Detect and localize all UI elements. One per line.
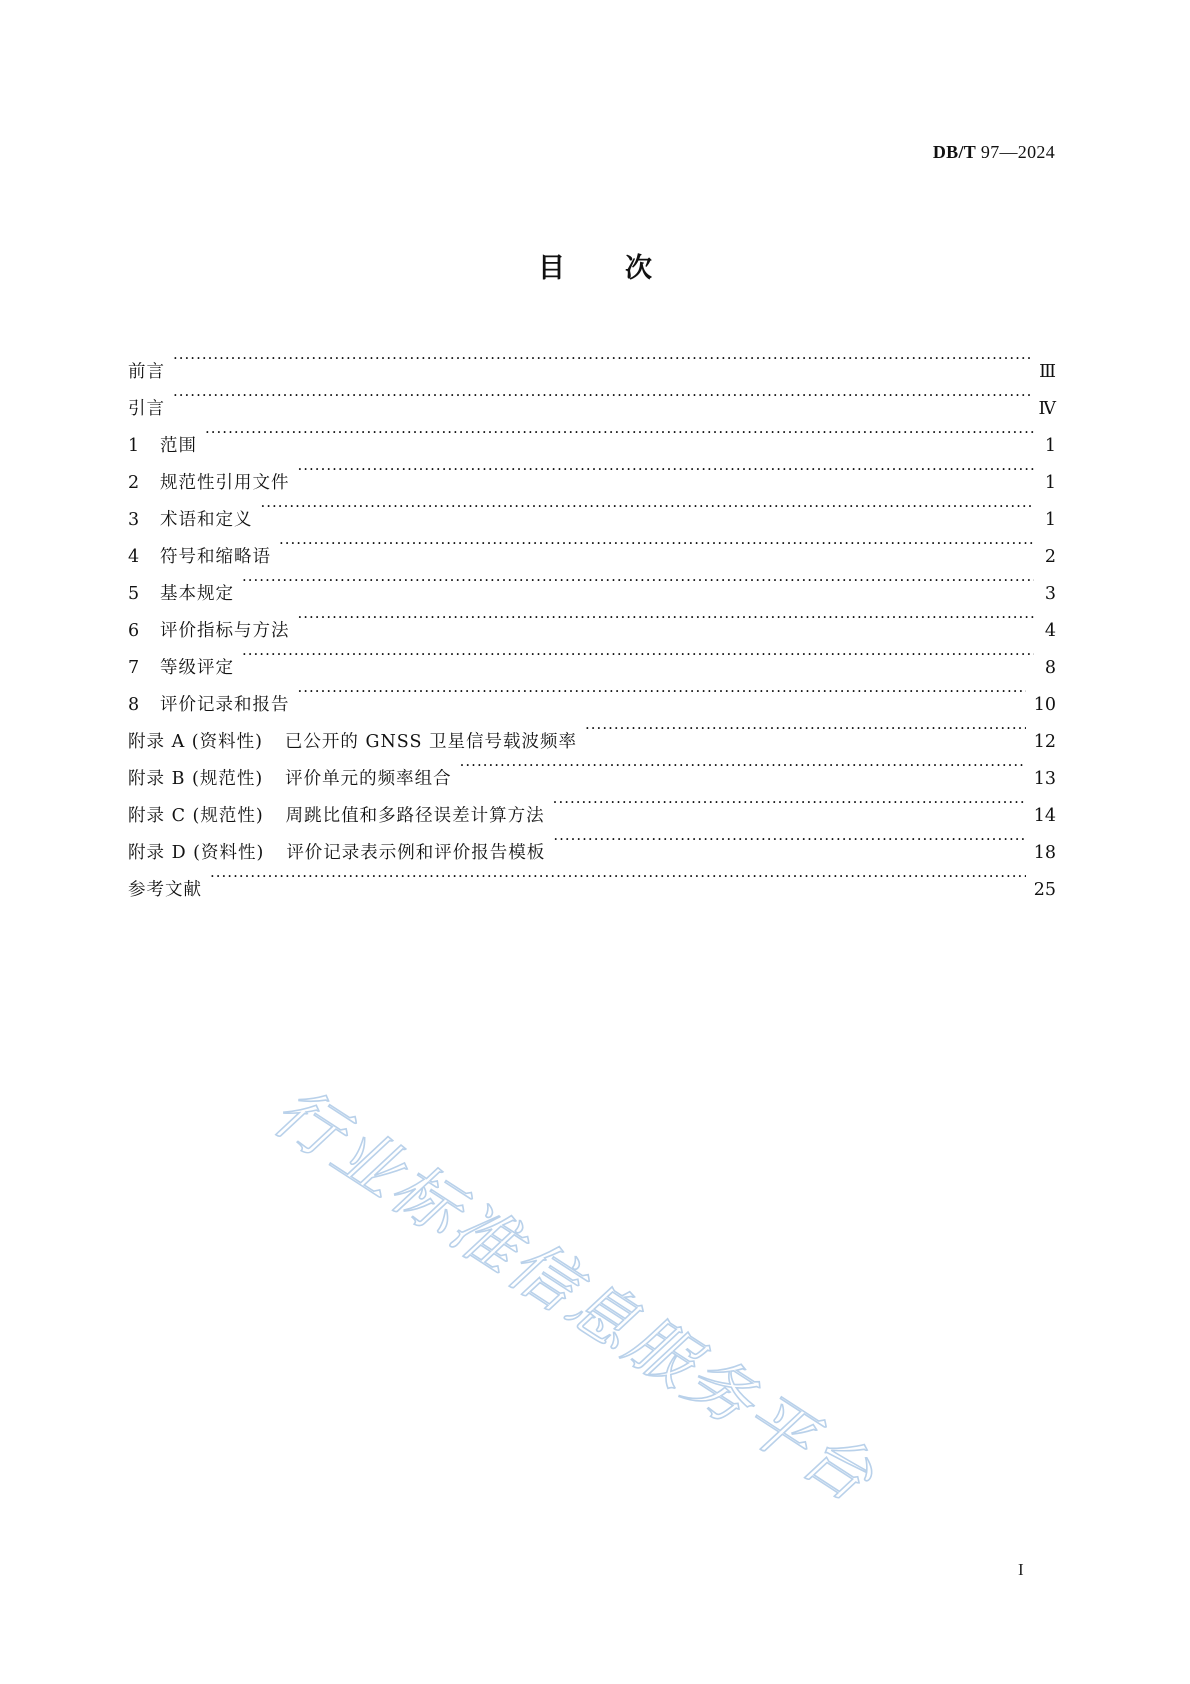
toc-entry-label: 符号和缩略语 [160,547,271,567]
toc-annex-label: 周跳比值和多路径误差计算方法 [285,806,545,826]
toc-annex-label: 评价记录表示例和评价报告模板 [286,843,546,863]
toc-leader-dots [173,377,1031,414]
toc-entry-label: 参考文献 [128,880,202,900]
toc-entry-page: 4 [1044,621,1056,641]
table-of-contents [128,340,1056,900]
toc-entry-number: 5 [128,584,140,604]
toc-entry-number: 1 [128,436,140,456]
toc-annex-tag: 附录 B (规范性) [128,769,264,789]
toc-entry-label: 术语和定义 [160,510,253,530]
toc-entry-page: 2 [1044,547,1056,567]
toc-entry-grade-rating[interactable] [128,636,1056,678]
toc-entry-number: 2 [128,473,140,493]
toc-entry-label: 规范性引用文件 [160,473,290,493]
toc-entry-page: 25 [1033,880,1056,900]
watermark: 行业标准信息服务平台 [259,1072,889,1519]
document-number-suffix: 97—2024 [980,142,1055,162]
toc-entry-label: 前言 [128,362,165,382]
toc-entry-introduction[interactable] [128,377,1056,419]
toc-annex-tag: 附录 A (资料性) [128,732,263,752]
toc-leader-dots [205,414,1034,451]
toc-annex-c[interactable] [128,784,1056,826]
toc-entry-number: 4 [128,547,140,567]
toc-entry-label: 评价指标与方法 [160,621,290,641]
toc-entry-page: 3 [1044,584,1056,604]
toc-entry-page: 1 [1044,510,1056,530]
document-number-prefix: DB/T [932,142,977,162]
toc-entry-label: 范围 [160,436,197,456]
toc-entry-label: 基本规定 [160,584,234,604]
toc-leader-dots [298,451,1035,488]
toc-leader-dots [460,747,1026,784]
toc-entry-page: 13 [1033,769,1056,789]
toc-leader-dots [585,710,1026,747]
toc-entry-page: Ⅲ [1039,362,1056,382]
toc-leader-dots [553,784,1026,821]
toc-entry-records-report[interactable] [128,673,1056,715]
toc-entry-page: 8 [1044,658,1056,678]
toc-annex-label: 已公开的 GNSS 卫星信号载波频率 [284,732,578,752]
toc-entry-scope[interactable] [128,414,1056,456]
document-number [933,142,1055,163]
toc-entry-basic-provisions[interactable] [128,562,1056,604]
toc-leader-dots [242,562,1034,599]
toc-entry-page: Ⅳ [1038,399,1056,419]
page-number: I [1018,1560,1024,1579]
toc-entry-number: 6 [128,621,140,641]
toc-entry-page: 14 [1033,806,1056,826]
toc-entry-bibliography[interactable] [128,858,1056,900]
toc-leader-dots [173,340,1031,377]
toc-entry-number: 7 [128,658,140,678]
toc-entry-number: 8 [128,695,140,715]
toc-leader-dots [553,821,1025,858]
toc-leader-dots [261,488,1035,525]
toc-leader-dots [298,599,1035,636]
toc-annex-label: 评价单元的频率组合 [285,769,452,789]
toc-leader-dots [242,636,1034,673]
toc-annex-tag: 附录 D (资料性) [128,843,265,863]
toc-entry-page: 1 [1044,473,1056,493]
toc-entry-page: 10 [1033,695,1056,715]
toc-annex-tag: 附录 C (规范性) [128,806,264,826]
toc-title: 目次 [538,253,712,284]
toc-entry-foreword[interactable] [128,340,1056,382]
toc-entry-evaluation-indicators[interactable] [128,599,1056,641]
toc-entry-label: 等级评定 [160,658,234,678]
toc-entry-normative-references[interactable] [128,451,1056,493]
toc-leader-dots [210,858,1026,895]
toc-entry-label: 评价记录和报告 [160,695,290,715]
toc-annex-b[interactable] [128,747,1056,789]
toc-leader-dots [279,525,1034,562]
toc-entry-terms-definitions[interactable] [128,488,1056,530]
toc-entry-page: 1 [1044,436,1056,456]
toc-entry-symbols-abbreviations[interactable] [128,525,1056,567]
toc-leader-dots [298,673,1026,710]
toc-entry-page: 18 [1033,843,1056,863]
toc-entry-number: 3 [128,510,140,530]
toc-entry-label: 引言 [128,399,165,419]
toc-entry-page: 12 [1033,732,1056,752]
toc-annex-d[interactable] [128,821,1056,863]
